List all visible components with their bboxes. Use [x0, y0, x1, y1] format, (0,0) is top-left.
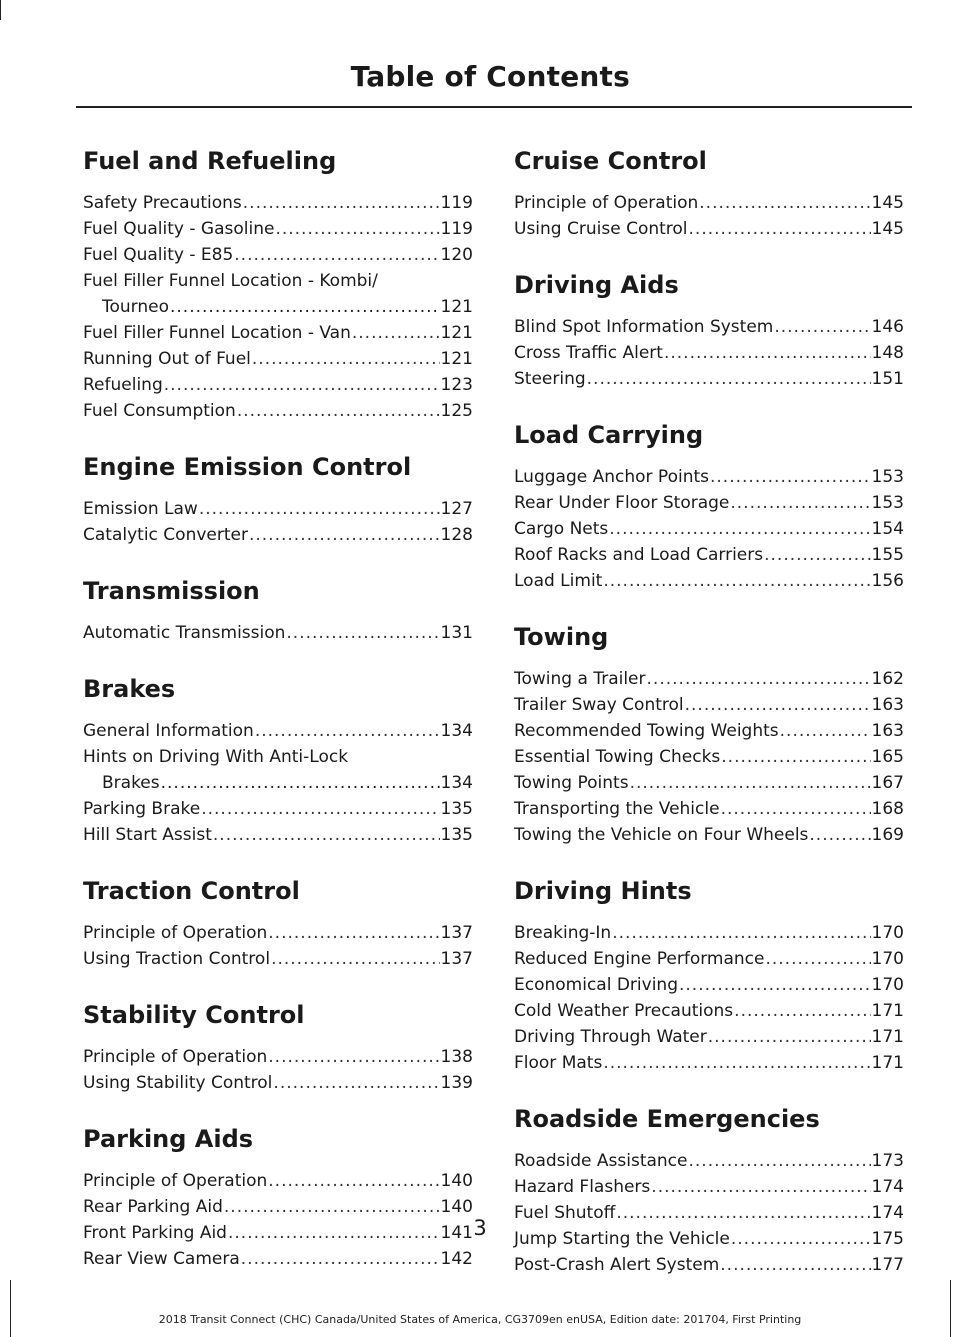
toc-entry[interactable]	[83, 822, 473, 848]
toc-section	[83, 1000, 473, 1096]
entry-label: Cold Weather Precautions	[514, 1001, 734, 1021]
entry-label: General Information	[83, 721, 254, 741]
toc-entry[interactable]	[83, 242, 473, 268]
entry-page: 153	[871, 493, 904, 513]
toc-entry[interactable]	[514, 920, 904, 946]
section-title: Engine Emission Control	[83, 453, 412, 481]
entry-label: Breaking-In	[514, 923, 612, 943]
toc-entry[interactable]	[514, 366, 904, 392]
page-title: Table of Contents	[350, 60, 630, 93]
dot-leader	[721, 796, 871, 822]
section-title: Roadside Emergencies	[514, 1105, 820, 1133]
entry-label: Fuel Quality - Gasoline	[83, 219, 275, 239]
section-title: Load Carrying	[514, 421, 704, 449]
entry-page: 123	[440, 375, 473, 395]
entry-page: 171	[871, 1053, 904, 1073]
dot-leader	[268, 1168, 439, 1194]
toc-entry[interactable]	[514, 1050, 904, 1076]
entry-label: Hill Start Assist	[83, 825, 212, 845]
toc-entry[interactable]	[514, 190, 904, 216]
entry-page: 134	[440, 721, 473, 741]
entry-label: Roadside Assistance	[514, 1151, 688, 1171]
entry-page: 140	[440, 1171, 473, 1191]
toc-entry[interactable]	[83, 398, 473, 424]
section-title: Fuel and Refueling	[83, 147, 337, 175]
dot-leader	[275, 216, 439, 242]
dot-leader	[201, 796, 439, 822]
entry-page: 135	[440, 825, 473, 845]
entry-page: 175	[871, 1229, 904, 1249]
dot-leader	[612, 920, 870, 946]
entry-label: Principle of Operation	[514, 193, 699, 213]
entry-label: Economical Driving	[514, 975, 678, 995]
entry-label: Fuel Filler Funnel Location - Kombi/	[83, 271, 378, 291]
entry-page: 119	[440, 219, 473, 239]
page-number: 3	[473, 1216, 487, 1240]
toc-section	[514, 146, 904, 242]
toc-section	[514, 1104, 904, 1278]
toc-entry[interactable]	[83, 268, 473, 320]
dot-leader	[764, 542, 870, 568]
toc-entry[interactable]	[83, 718, 473, 744]
entry-page: 170	[871, 975, 904, 995]
entry-page: 148	[871, 343, 904, 363]
entry-label: Essential Towing Checks	[514, 747, 721, 767]
dot-leader	[664, 340, 871, 366]
toc-entry[interactable]	[83, 1168, 473, 1194]
entry-page: 128	[440, 525, 473, 545]
toc-entry[interactable]	[514, 340, 904, 366]
entry-page: 140	[440, 1197, 473, 1217]
entry-page: 170	[871, 923, 904, 943]
entry-label: Luggage Anchor Points	[514, 467, 709, 487]
dot-leader	[234, 242, 439, 268]
dot-leader	[609, 516, 870, 542]
dot-leader	[352, 320, 440, 346]
entry-label: Cross Traffic Alert	[514, 343, 663, 363]
entry-label: Reduced Engine Performance	[514, 949, 765, 969]
dot-leader	[286, 620, 439, 646]
dot-leader	[241, 1246, 440, 1272]
crop-mark-bottom-right	[950, 1280, 951, 1337]
entry-page: 125	[440, 401, 473, 421]
section-title: Cruise Control	[514, 147, 707, 175]
entry-label: Roof Racks and Load Carriers	[514, 545, 764, 565]
dot-leader	[249, 522, 440, 548]
section-title: Driving Hints	[514, 877, 692, 905]
entry-label-continued	[83, 294, 473, 320]
toc-section	[83, 876, 473, 972]
entry-label: Towing a Trailer	[514, 669, 646, 689]
entry-label-line2: Tourneo	[102, 297, 169, 317]
entry-label: Emission Law	[83, 499, 198, 519]
entry-page: 141	[440, 1223, 473, 1243]
entry-label: Using Traction Control	[83, 949, 271, 969]
toc-section	[514, 876, 904, 1076]
dot-leader	[630, 770, 871, 796]
toc-entry[interactable]	[514, 1252, 904, 1278]
entry-page: 163	[871, 695, 904, 715]
dot-leader	[237, 398, 440, 424]
entry-label: Fuel Consumption	[83, 401, 236, 421]
entry-page: 137	[440, 949, 473, 969]
entry-page: 121	[440, 297, 473, 317]
crop-mark-bottom-left	[10, 1280, 11, 1337]
entry-label: Post-Crash Alert System	[514, 1255, 720, 1275]
entry-page: 156	[871, 571, 904, 591]
dot-leader	[809, 822, 870, 848]
toc-entry[interactable]	[83, 946, 473, 972]
crop-mark-top-left	[0, 0, 1, 20]
entry-label: Recommended Towing Weights	[514, 721, 779, 741]
toc-entry[interactable]	[83, 190, 473, 216]
entry-page: 127	[440, 499, 473, 519]
entry-page: 145	[871, 219, 904, 239]
entry-label: Towing Points	[514, 773, 629, 793]
footer-text: 2018 Transit Connect (CHC) Canada/United States of America, CG3709en enUSA, Edition date: 201704, First Printing	[158, 1313, 802, 1326]
dot-leader	[199, 496, 440, 522]
entry-page: 155	[871, 545, 904, 565]
entry-page: 169	[871, 825, 904, 845]
dot-leader	[651, 1174, 870, 1200]
dot-leader	[243, 190, 440, 216]
toc-section	[83, 674, 473, 848]
toc-entry[interactable]	[514, 542, 904, 568]
entry-page: 162	[871, 669, 904, 689]
dot-leader	[603, 568, 870, 594]
entry-label-line2: Brakes	[102, 773, 160, 793]
entry-label: Fuel Shutoff	[514, 1203, 616, 1223]
entry-label: Driving Through Water	[514, 1027, 707, 1047]
toc-section	[83, 452, 473, 548]
entry-page: 146	[871, 317, 904, 337]
entry-page: 154	[871, 519, 904, 539]
dot-leader	[164, 372, 440, 398]
dot-leader	[213, 822, 440, 848]
toc-entry[interactable]	[83, 372, 473, 398]
entry-label: Front Parking Aid	[83, 1223, 227, 1243]
dot-leader	[273, 1070, 439, 1096]
dot-leader	[255, 718, 440, 744]
toc-entry[interactable]	[514, 770, 904, 796]
entry-label: Jump Starting the Vehicle	[514, 1229, 730, 1249]
toc-entry[interactable]	[514, 666, 904, 692]
entry-page: 137	[440, 923, 473, 943]
entry-label: Hazard Flashers	[514, 1177, 651, 1197]
dot-leader	[161, 770, 440, 796]
toc-entry[interactable]	[514, 1148, 904, 1174]
toc-column-right	[514, 146, 904, 1306]
entry-label: Catalytic Converter	[83, 525, 248, 545]
toc-section	[514, 622, 904, 848]
dot-leader	[679, 972, 871, 998]
entry-page: 121	[440, 349, 473, 369]
toc-section	[83, 146, 473, 424]
toc-entry[interactable]	[514, 216, 904, 242]
section-title: Brakes	[83, 675, 176, 703]
entry-page: 121	[440, 323, 473, 343]
toc-column-left	[83, 146, 473, 1300]
dot-leader	[271, 946, 439, 972]
entry-label: Principle of Operation	[83, 1047, 268, 1067]
dot-leader	[720, 1252, 870, 1278]
entry-label: Blind Spot Information System	[514, 317, 774, 337]
toc-entry[interactable]	[83, 920, 473, 946]
toc-section	[83, 576, 473, 646]
dot-leader	[774, 314, 870, 340]
entry-page: 171	[871, 1001, 904, 1021]
toc-entry[interactable]	[514, 692, 904, 718]
entry-page: 131	[440, 623, 473, 643]
section-title: Driving Aids	[514, 271, 679, 299]
toc-entry[interactable]	[83, 346, 473, 372]
entry-label: Hints on Driving With Anti-Lock	[83, 747, 349, 767]
toc-entry[interactable]	[514, 822, 904, 848]
toc-entry[interactable]	[83, 320, 473, 346]
dot-leader	[708, 1024, 871, 1050]
entry-page: 153	[871, 467, 904, 487]
toc-entry[interactable]	[514, 568, 904, 594]
dot-leader	[765, 946, 870, 972]
entry-label: Using Stability Control	[83, 1073, 273, 1093]
section-title: Towing	[514, 623, 609, 651]
entry-label: Towing the Vehicle on Four Wheels	[514, 825, 809, 845]
dot-leader	[268, 920, 439, 946]
toc-entry[interactable]	[514, 516, 904, 542]
dot-leader	[603, 1050, 870, 1076]
entry-label: Fuel Filler Funnel Location - Van	[83, 323, 351, 343]
dot-leader	[734, 998, 870, 1024]
dot-leader	[268, 1044, 439, 1070]
toc-entry[interactable]	[514, 1174, 904, 1200]
toc-entry[interactable]	[83, 522, 473, 548]
entry-page: 173	[871, 1151, 904, 1171]
toc-entry[interactable]	[83, 796, 473, 822]
entry-label: Transporting the Vehicle	[514, 799, 720, 819]
entry-page: 163	[871, 721, 904, 741]
entry-page: 151	[871, 369, 904, 389]
dot-leader	[730, 490, 870, 516]
entry-page: 174	[871, 1203, 904, 1223]
toc-entry[interactable]	[514, 972, 904, 998]
entry-label: Rear Under Floor Storage	[514, 493, 730, 513]
toc-entry[interactable]	[514, 744, 904, 770]
toc-section	[83, 1124, 473, 1272]
toc-entry[interactable]	[83, 1246, 473, 1272]
dot-leader	[780, 718, 871, 744]
header-rule	[76, 106, 912, 108]
entry-label: Load Limit	[514, 571, 603, 591]
dot-leader	[685, 692, 871, 718]
toc-entry[interactable]	[83, 1070, 473, 1096]
entry-page: 134	[440, 773, 473, 793]
toc-entry[interactable]	[83, 496, 473, 522]
entry-label: Parking Brake	[83, 799, 201, 819]
section-title: Stability Control	[83, 1001, 305, 1029]
dot-leader	[710, 464, 871, 490]
entry-label: Trailer Sway Control	[514, 695, 684, 715]
entry-label: Rear Parking Aid	[83, 1197, 223, 1217]
entry-label: Principle of Operation	[83, 923, 268, 943]
entry-page: 167	[871, 773, 904, 793]
entry-page: 120	[440, 245, 473, 265]
dot-leader	[699, 190, 870, 216]
dot-leader	[689, 216, 871, 242]
toc-entry[interactable]	[514, 490, 904, 516]
section-title: Parking Aids	[83, 1125, 254, 1153]
toc-entry[interactable]	[514, 1024, 904, 1050]
entry-page: 135	[440, 799, 473, 819]
dot-leader	[647, 666, 871, 692]
entry-label: Using Cruise Control	[514, 219, 688, 239]
entry-page: 142	[440, 1249, 473, 1269]
entry-label: Steering	[514, 369, 586, 389]
toc-entry[interactable]	[514, 718, 904, 744]
entry-page: 174	[871, 1177, 904, 1197]
entry-page: 177	[871, 1255, 904, 1275]
toc-entry[interactable]	[514, 796, 904, 822]
toc-section	[514, 420, 904, 594]
entry-label: Floor Mats	[514, 1053, 603, 1073]
toc-section	[514, 270, 904, 392]
entry-label-continued	[83, 770, 473, 796]
section-title: Transmission	[83, 577, 260, 605]
dot-leader	[170, 294, 440, 320]
entry-page: 170	[871, 949, 904, 969]
entry-page: 171	[871, 1027, 904, 1047]
toc-entry[interactable]	[83, 744, 473, 796]
toc-entry[interactable]	[514, 946, 904, 972]
entry-label: Principle of Operation	[83, 1171, 268, 1191]
entry-label: Fuel Quality - E85	[83, 245, 234, 265]
entry-label: Cargo Nets	[514, 519, 609, 539]
toc-entry[interactable]	[83, 216, 473, 242]
entry-label: Safety Precautions	[83, 193, 242, 213]
entry-page: 145	[871, 193, 904, 213]
entry-page: 165	[871, 747, 904, 767]
toc-entry[interactable]	[514, 464, 904, 490]
entry-label: Running Out of Fuel	[83, 349, 251, 369]
entry-page: 138	[440, 1047, 473, 1067]
entry-label: Rear View Camera	[83, 1249, 240, 1269]
dot-leader	[721, 744, 870, 770]
dot-leader	[587, 366, 871, 392]
toc-entry[interactable]	[514, 998, 904, 1024]
toc-entry[interactable]	[83, 620, 473, 646]
dot-leader	[252, 346, 440, 372]
entry-label: Automatic Transmission	[83, 623, 286, 643]
entry-label: Refueling	[83, 375, 163, 395]
section-title: Traction Control	[83, 877, 300, 905]
entry-page: 139	[440, 1073, 473, 1093]
entry-page: 168	[871, 799, 904, 819]
dot-leader	[688, 1148, 870, 1174]
toc-entry[interactable]	[83, 1044, 473, 1070]
entry-page: 119	[440, 193, 473, 213]
toc-entry[interactable]	[514, 314, 904, 340]
